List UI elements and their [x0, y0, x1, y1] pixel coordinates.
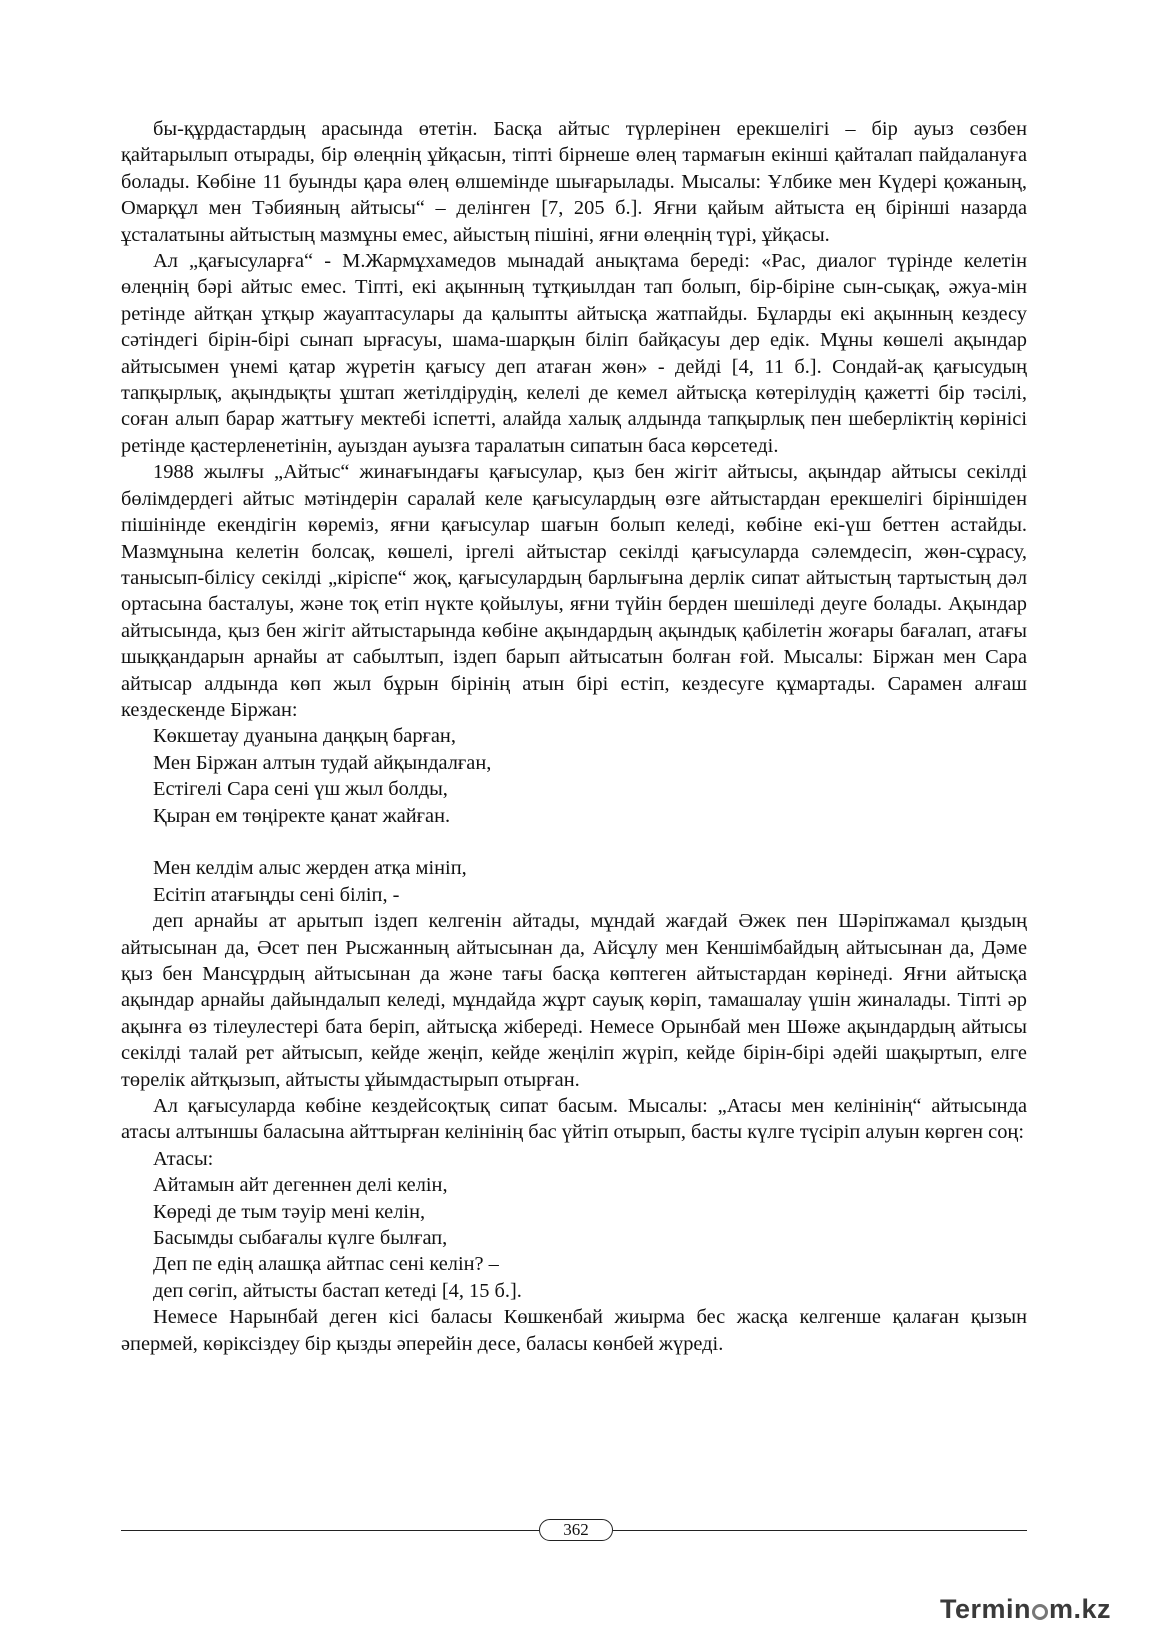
page-number: 362 — [539, 1519, 613, 1541]
verse-line: Көреді де тым тәуір мені келін, — [153, 1200, 426, 1223]
paragraph: Ал қағысуларда көбіне кездейсоқтық сипат басым. Мысалы: „Атасы мен келінінің“ айтысында атасы алтыншы баласына айттырған келінінің бас үйтіп отырып, басты күлге түсіріп алуын көрген соң: — [121, 1095, 1027, 1144]
verse-line: Мен Біржан алтын тудай айқындалған, — [153, 751, 492, 774]
terminkom-watermark — [940, 1590, 1150, 1628]
footer-rule-right — [613, 1530, 1027, 1531]
footer-rule-left — [121, 1530, 539, 1531]
verse-line: деп сөгіп, айтысты бастап кетеді [4, 15 б.]. — [153, 1279, 522, 1302]
watermark-prefix: T — [940, 1594, 955, 1624]
verse-line: Мен келдім алыс жерден атқа мініп, — [153, 857, 467, 880]
paragraph: 1988 жылғы „Айтыс“ жинағындағы қағысулар, қыз бен жігіт айтысы, ақындар айтысы секілді бөлімдердегі айтыс мәтіндерін саралай келе қағысулардың өзге айтыстардан ерекшелігі біріншіден пішінінде екендігін көреміз, яғни қағысулар шағын болып келеді, көбіне екі-үш беттен астайды. Мазмұнына келетін болсақ, көшелі, іргелі айтыстар секілді қағысуларда сәлемдесіп, жөн-сұрасу, танысып-білісу секілді „кіріспе“ жоқ, қағысулардың барлығына дерлік сипат айтыстың тартыстың дәл ортасына басталуы, және тоқ етіп нүкте қойылуы, яғни түйін берден шешіледі деуге болады. Ақындар айтысында, қыз бен жігіт айтыстарында көбіне ақындардың ақындық қабілетін жоғары бағалап, атағы шыққандарын арнайы ат сабылтып, іздеп барып айтысатын болған ғой. Мысалы: Біржан мен Сара айтысар алдында көп жыл бұрын бірінің атын бірі естіп, кездесуге құмартады. Сарамен алғаш кездескенде Біржан: — [121, 461, 1027, 721]
stanza-break — [121, 829, 1027, 855]
magnifier-o-icon — [1032, 1604, 1048, 1620]
verse-line: Деп пе едің алашқа айтпас сені келін? – — [153, 1253, 499, 1276]
verse-line: Атасы: — [153, 1147, 214, 1170]
watermark-part1: ermin — [955, 1594, 1032, 1624]
page-text — [121, 116, 1027, 1357]
verse-line: Естігелі Сара сені үш жыл болды, — [153, 778, 448, 801]
verse-line: Басымды сыбағалы күлге былғап, — [153, 1227, 448, 1250]
paragraph: бы-құрдастардың арасында өтетін. Басқа айтыс түрлерінен ерекшелігі – бір ауыз сөзбен қайтарылып отырады, бір өлеңнің ұйқасын, тіпті бірнеше өлең тармағын екінші қайталап пайдалануға болады. Көбіне 11 буынды қара өлең өлшемінде шығарылады. Мысалы: Ұлбике мен Күдері қожаның, Омарқұл мен Тәбияның айтысы“ – делінген [7, 205 б.]. Яғни қайым айтыста ең бірінші назарда ұсталатыны айтыстың мазмұны емес, айыстың пішіні, яғни өлеңнің түрі, ұйқасы. — [121, 118, 1027, 246]
paragraph: Ал „қағысуларға“ - М.Жармұхамедов мынадай анықтама береді: «Рас, диалог түрінде келетін өлеңнің бәрі айтыс емес. Тіпті, екі ақынның тұтқиылдан тап болып, бір-біріне сын-сықақ, әжуа-мін ретінде айтқан ұтқыр жауаптасулары да қалыпты айтысқа жатпайды. Бұларды екі ақынның кездесу сәтіндегі бірін-бірі сынап ырғасуы, шама-шарқын біліп байқасуы дер едік. Мұны көшелі ақындар айтысымен үнемі қатар жүретін қағысу деп атаған жөн» - дейді [4, 11 б.]. Сондай-ақ қағысудың тапқырлық, ақындықты ұштап жетілдірудің, келелі де кемел айтысқа көтерілудің қажетті бір тәсілі, соған алып барар жаттығу мектебі іспетті, алайда халық алдында тапқырлық пен шеберліктің көрінісі ретінде қастерленетінін, ауыздан ауызға таралатын сипатын баса көрсетеді. — [121, 250, 1027, 457]
verse-line: Есітіп атағыңды сені біліп, - — [153, 883, 400, 906]
verse-line: Айтамын айт дегеннен делі келін, — [153, 1174, 448, 1197]
watermark-part2: m.kz — [1049, 1594, 1112, 1624]
paragraph: Немесе Нарынбай деген кісі баласы Көшкенбай жиырма бес жасқа келгенше қалаған қызын әпермей, көріксіздеу бір қызды әперейін десе, баласы көнбей жүреді. — [121, 1306, 1027, 1355]
paragraph: деп арнайы ат арытып іздеп келгенін айтады, мұндай жағдай Әжек пен Шәріпжамал қыздың айтысынан да, Әсет пен Рысжанның айтысынан да, Айсұлу мен Кеншімбайдың айтысынан да, Дәме қыз бен Мансұрдың айтысынан да және тағы басқа көптеген айтыстардан көрінеді. Яғни айтысқа ақындар арнайы дайындалып келеді, мұндайда жұрт сауық көріп, тамашалау үшін жиналады. Тіпті әр ақынға өз тілеулестері бата беріп, айтысқа жібереді. Немесе Орынбай мен Шөже ақындардың айтысы секілді талай рет айтысып, кейде жеңіп, кейде жеңіліп жүріп, кейде бірін-бірі әдейі шақыртып, елге төрелік айтқызып, айтысты ұйымдастырып отырған. — [121, 910, 1027, 1091]
verse-line: Көкшетау дуанына даңқың барған, — [153, 725, 456, 748]
verse-line: Қыран ем төңіректе қанат жайған. — [153, 804, 451, 827]
